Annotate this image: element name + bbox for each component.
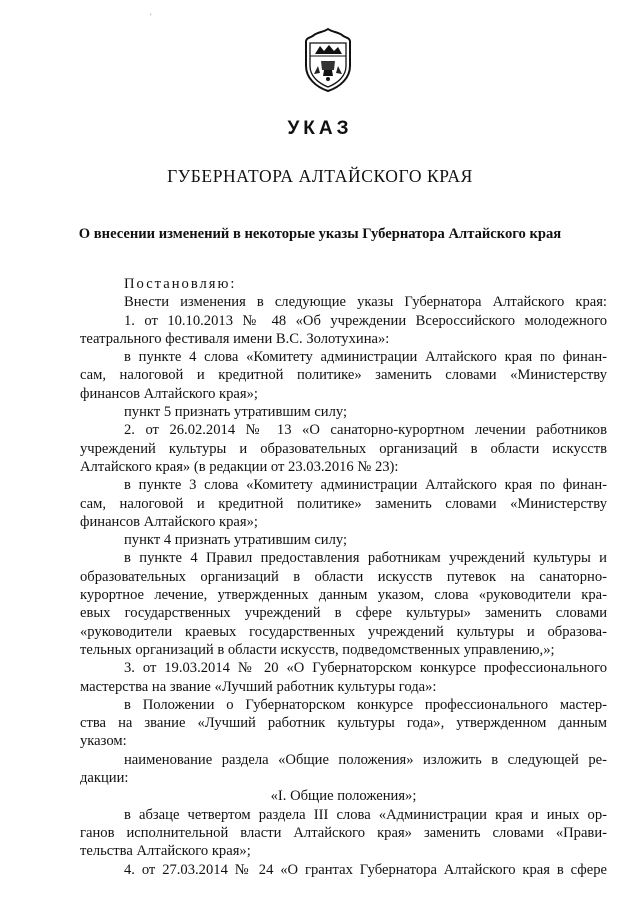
document-type-title: УКАЗ: [287, 118, 353, 139]
body-line: указом:: [80, 733, 127, 750]
body-line: в пункте 4 слова «Комитету администрации Алтайского края по финан-: [124, 349, 607, 366]
body-line: театрального фестиваля имени В.С. Золотухина»:: [80, 330, 390, 347]
body-line: 2. от 26.02.2014 № 13 «О санаторно-курортном лечении работников: [124, 422, 607, 439]
body-line: курортное лечение, утвержденных данным указом, слова «руководители кра-: [80, 587, 607, 604]
body-line: в Положении о Губернаторском конкурсе профессионального мастер-: [124, 696, 607, 713]
body-line: в пункте 4 Правил предоставления работникам учреждений культуры и: [124, 550, 607, 567]
body-line: «I. Общие положения»;: [270, 788, 417, 805]
coat-of-arms-emblem: [300, 26, 356, 94]
body-line: тельных организаций в области искусств, подведомственных управлению,»;: [80, 641, 555, 658]
body-line: 3. от 19.03.2014 № 20 «О Губернаторском конкурсе профессионального: [124, 660, 607, 677]
body-line: образовательных организаций в области искусств путевок на санаторно-: [80, 568, 607, 585]
body-line: наименование раздела «Общие положения» изложить в следующей ре-: [124, 751, 607, 768]
body-line: ства на звание «Лучший работник культуры года», утвержденном данным: [80, 715, 607, 732]
corner-mark: ': [150, 12, 152, 22]
decree-heading: О внесении изменений в некоторые указы Губернатора Алтайского края: [78, 226, 562, 242]
body-line: пункт 5 признать утратившим силу;: [124, 404, 348, 421]
body-line: в абзаце четвертом раздела III слова «Администрации края и иных ор-: [124, 806, 607, 823]
body-line: евых государственных учреждений в сфере культуры» заменить словами: [80, 605, 607, 622]
body-line: сам, налоговой и кредитной политике» заменить словами «Министерству: [80, 367, 607, 384]
decree-body: [80, 275, 607, 879]
body-line: финансов Алтайского края»;: [80, 385, 258, 402]
body-line: ганов исполнительной власти Алтайского края» заменить словами «Прави-: [80, 824, 607, 841]
body-line: пункт 4 признать утратившим силу;: [124, 532, 348, 549]
body-line: «руководители краевых государственных учреждений культуры и образова-: [80, 623, 607, 640]
body-line: учреждений культуры и образовательных организаций в области искусств: [80, 440, 607, 457]
body-line: Алтайского края» (в редакции от 23.03.2016 № 23):: [80, 458, 399, 475]
body-line: в пункте 3 слова «Комитету администрации Алтайского края по финан-: [124, 477, 607, 494]
body-line: сам, налоговой и кредитной политике» заменить словами «Министерству: [80, 495, 607, 512]
body-line: мастерства на звание «Лучший работник культуры года»:: [80, 678, 437, 695]
body-line: 1. от 10.10.2013 № 48 «Об учреждении Всероссийского молодежного: [124, 312, 607, 329]
body-line: Постановляю:: [124, 276, 237, 292]
issuer-subtitle: ГУБЕРНАТОРА АЛТАЙСКОГО КРАЯ: [167, 166, 473, 186]
body-line: дакции:: [80, 770, 129, 787]
body-line: тельства Алтайского края»;: [80, 843, 251, 860]
body-line: финансов Алтайского края»;: [80, 513, 258, 530]
body-line: 4. от 27.03.2014 № 24 «О грантах Губернатора Алтайского края в сфере: [124, 861, 607, 878]
body-line: Внести изменения в следующие указы Губернатора Алтайского края:: [124, 294, 607, 311]
